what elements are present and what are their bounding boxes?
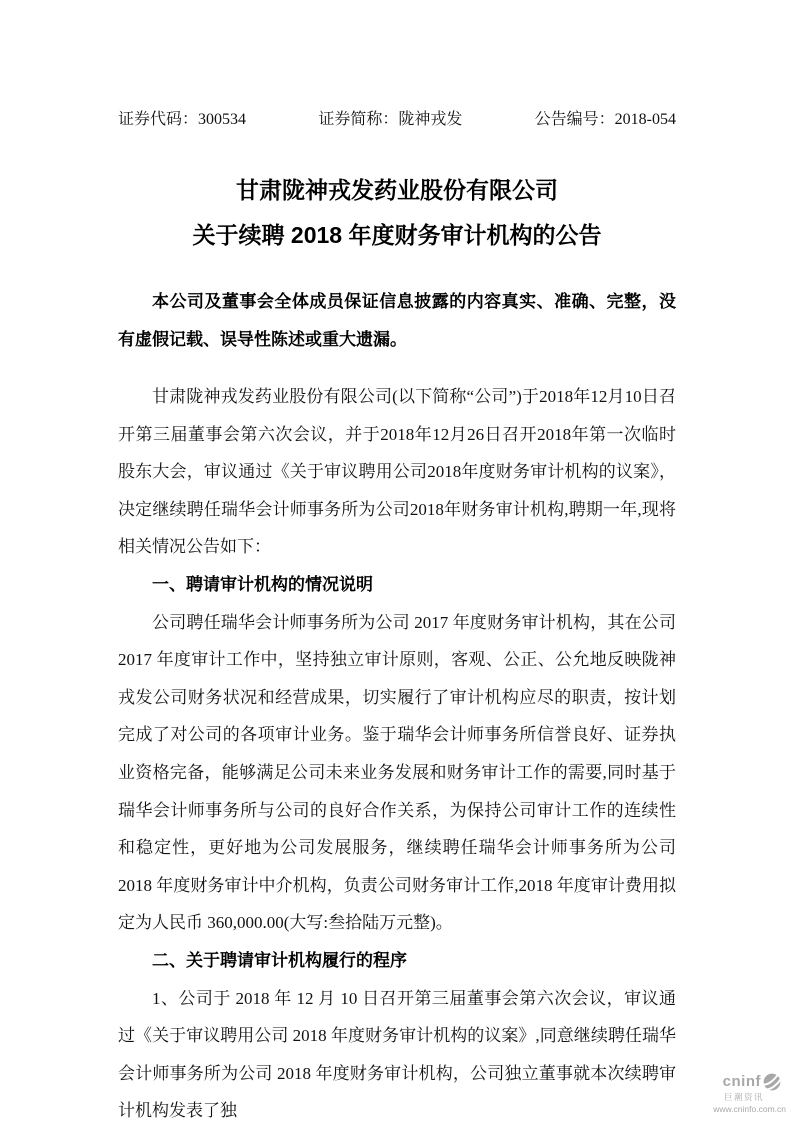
document-header (118, 108, 676, 132)
cninfo-brand-name: 巨潮资讯 (723, 1092, 764, 1103)
cninfo-swirl-icon (762, 1072, 782, 1092)
document-content (118, 108, 676, 1122)
cninfo-watermark (713, 1072, 788, 1114)
stock-name: 证券简称：陇神戎发 (318, 111, 463, 128)
disclosure-notice: 本公司及董事会全体成员保证信息披露的内容真实、准确、完整，没有虚假记载、误导性陈述或重大遗漏。 (118, 292, 676, 349)
section-2-heading: 二、关于聘请审计机构履行的程序 (152, 950, 407, 970)
cninfo-logo-text: cninf (722, 1073, 761, 1091)
cninfo-logo (713, 1072, 788, 1092)
section-1-paragraph: 公司聘任瑞华会计师事务所为公司 2017 年度财务审计机构，其在公司 2017 年度审计工作中，坚持独立审计原则，客观、公正、公允地反映陇神戎发公司财务状况和经营成果，切实履行了审计机构应尽的职责，按计划完成了对公司的各项审计业务。鉴于瑞华会计师事务所信誉良好、证券执业资格完备，能够满足公司未来业务发展和财务审计工作的需要,同时基于瑞华会计师事务所与公司的良好合作关系，为保持公司审计工作的连续性和稳定性，更好地为公司发展服务，继续聘任瑞华会计师事务所为公司 2018 年度财务审计中介机构，负责公司财务审计工作,2018 年度审计费用拟定为人民币 360,000.00(大写:叁拾陆万元整)。 (118, 612, 676, 933)
section-1-heading: 一、聘请审计机构的情况说明 (152, 574, 373, 594)
intro-paragraph: 甘肃陇神戎发药业股份有限公司(以下简称“公司”)于2018年12月10日召开第三届董事会第六次会议，并于2018年12月26日召开2018年第一次临时股东大会，审议通过《关于审议聘用公司2018年度财务审计机构的议案》，决定继续聘任瑞华会计师事务所为公司2018年财务审计机构,聘期一年,现将相关情况公告如下： (118, 387, 676, 557)
title-company-name: 甘肃陇神戎发药业股份有限公司 (236, 177, 558, 203)
document-title (118, 168, 676, 258)
title-subject: 关于续聘 2018 年度财务审计机构的公告 (192, 222, 602, 248)
stock-code: 证券代码：300534 (118, 111, 247, 128)
section-2-paragraph-1: 1、公司于 2018 年 12 月 10 日召开第三届董事会第六次会议，审议通过《关于审议聘用公司 2018 年度财务审计机构的议案》,同意继续聘任瑞华会计师事务所为公司 2018 年度财务审计机构，公司独立董事就本次续聘审计机构发表了独 (118, 988, 676, 1121)
cninfo-website: www.cninfo.com.cn (713, 1103, 786, 1114)
announcement-number: 公告编号：2018-054 (534, 111, 676, 128)
